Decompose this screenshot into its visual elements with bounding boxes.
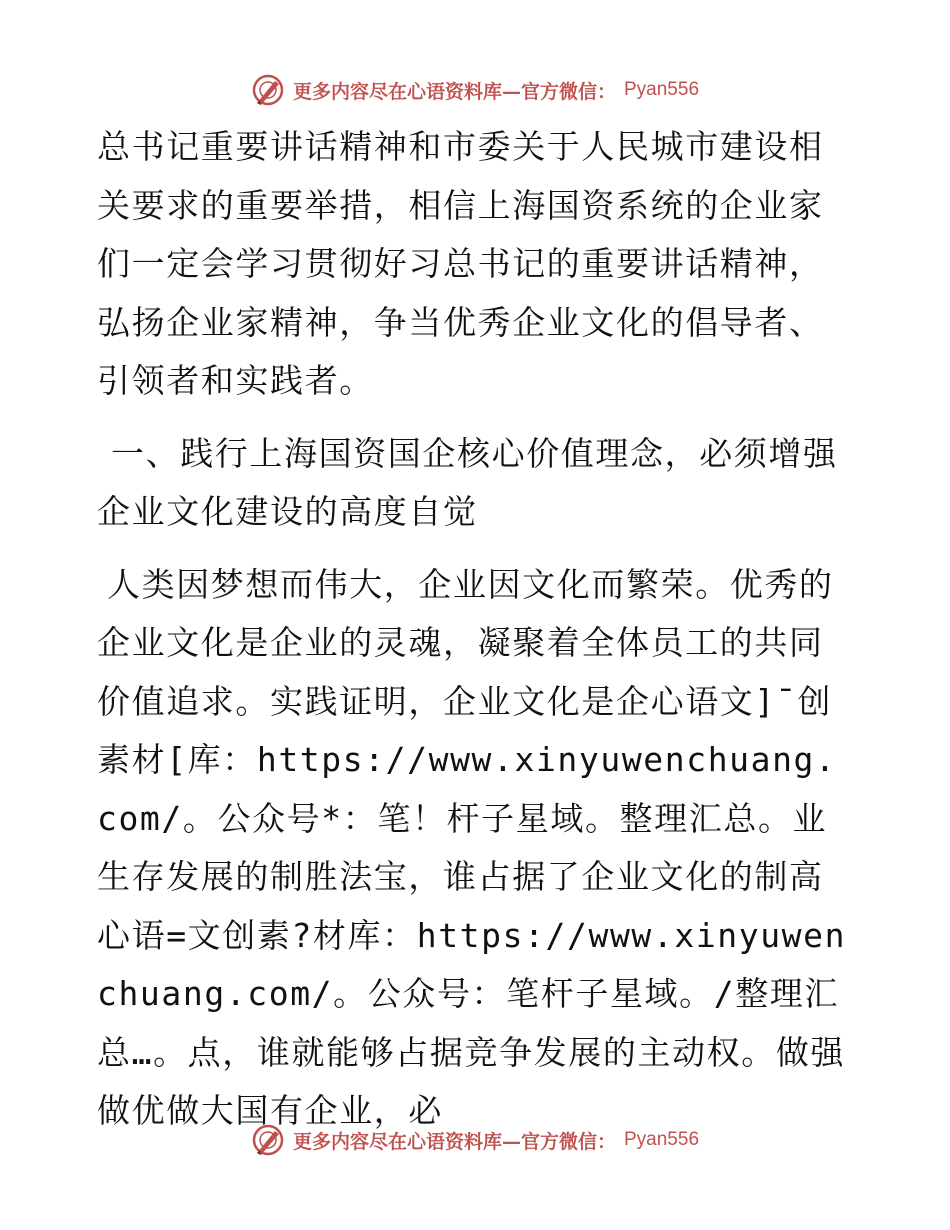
header-banner-id: Pyan556 xyxy=(624,79,700,100)
pen-logo-icon xyxy=(251,1123,285,1157)
paragraph-2: 人类因梦想而伟大，企业因文化而繁荣。优秀的企业文化是企业的灵魂，凝聚着全体员工的共同价值追求。实践证明，企业文化是企心语文]¯创素材[库：https://www.xinyuwenchuang.com/。公众号*：笔！杆子星域。整理汇总。业生存发展的制胜法宝，谁占据了企业文化的制高心语=文创素?材库：https://www.xinyuwenchuang.com/。公众号：笔杆子星域。/整理汇总…。点，谁就能够占据竞争发展的主动权。做强做优做大国有企业，必 xyxy=(97,564,847,1130)
section-heading-1: 一、践行上海国资国企核心价值理念，必须增强企业文化建设的高度自觉 xyxy=(97,433,838,531)
header-banner-text: 更多内容尽在心语资料库—官方微信： xyxy=(292,80,616,103)
footer-banner-id: Pyan556 xyxy=(624,1129,700,1150)
document-body xyxy=(97,118,857,1141)
footer-banner-text: 更多内容尽在心语资料库—官方微信： xyxy=(292,1130,616,1153)
header-banner xyxy=(0,70,950,110)
paragraph-1: 总书记重要讲话精神和市委关于人民城市建设相关要求的重要举措，相信上海国资系统的企业家们一定会学习贯彻好习总书记的重要讲话精神，弘扬企业家精神，争当优秀企业文化的倡导者、引领者和实践者。 xyxy=(97,127,824,400)
footer-banner xyxy=(0,1120,950,1160)
pen-logo-icon xyxy=(251,73,285,107)
